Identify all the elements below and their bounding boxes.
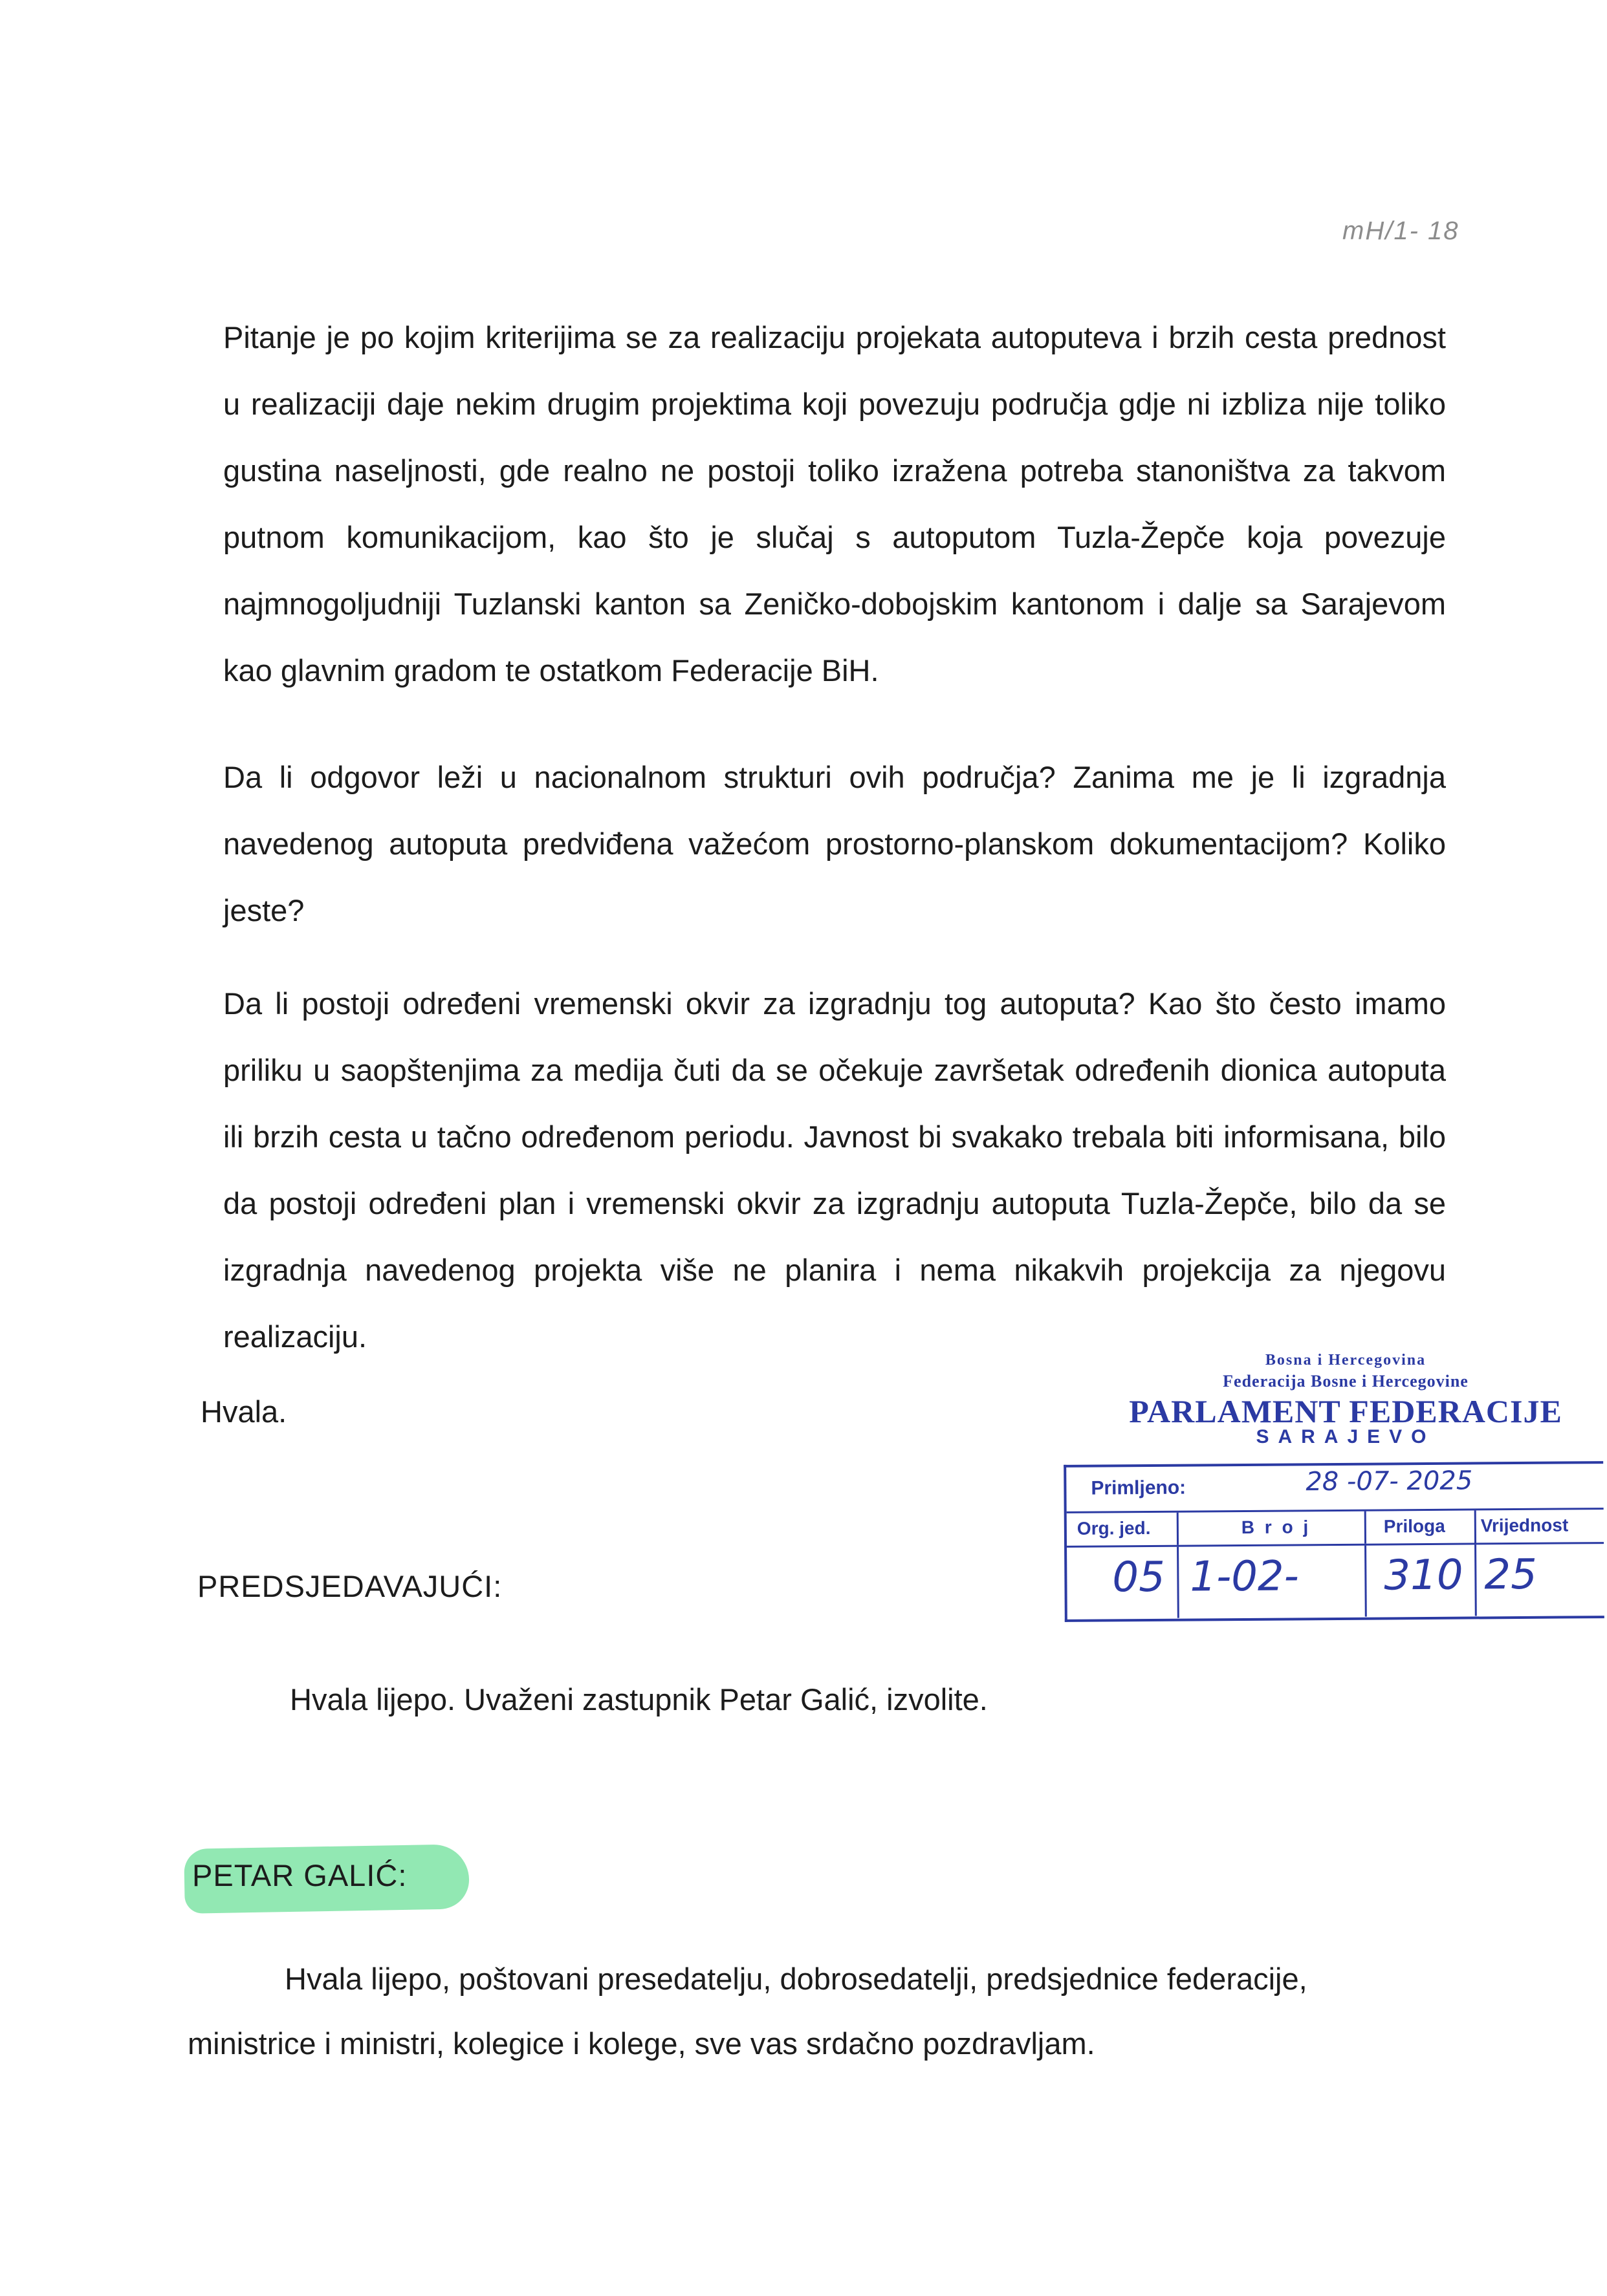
- chair-reply: Hvala lijepo. Uvaženi zastupnik Petar Galić, izvolite.: [290, 1682, 988, 1717]
- paragraph-question-timeframe: Da li postoji određeni vremenski okvir za izgradnju tog autoputa? Kao što često imamo priliku u saopštenjima za medija čuti da se očekuje završetak određenih dionica autoputa ili brzih cesta u tačno određenom periodu. Javnost bi svakako trebala biti informisana, bilo da postoji određeni plan i vremenski okvir za izgradnju autoputa Tuzla-Žepče, bilo da se izgradnja navedenog projekta više ne planira i nema nikakvih projekcija za njegovu realizaciju.: [223, 986, 1446, 1354]
- page-reference: mH/1- 18: [1342, 217, 1459, 245]
- stamp-col-priloga: Priloga: [1383, 1515, 1445, 1537]
- stamp-col-org: Org. jed.: [1077, 1517, 1151, 1539]
- greeting-line-1: Hvala lijepo, poštovani presedatelju, dobrosedatelji, predsjednice federacije,: [285, 1962, 1307, 1996]
- stamp-header-row: [1067, 1510, 1604, 1548]
- stamp-col-broj: B r o j: [1241, 1517, 1311, 1537]
- stamp-line-country: Bosna i Hercegovina: [1265, 1352, 1427, 1369]
- stamp-broj-value: 1-02-: [1190, 1552, 1299, 1601]
- paragraph-galic-greeting: [188, 1947, 1414, 2076]
- parliament-stamp-header: [1100, 1352, 1591, 1448]
- stamp-line-parliament: PARLAMENT FEDERACIJE: [1129, 1393, 1562, 1429]
- closing-thanks: Hvala.: [201, 1394, 287, 1429]
- stamp-received-label: Primljeno:: [1091, 1477, 1186, 1499]
- stamp-received-date: 28 -07- 2025: [1306, 1466, 1473, 1497]
- paragraph-question-criteria: Pitanje je po kojim kriterijima se za realizaciju projekata autoputeva i brzih cesta prednost u realizaciji daje nekim drugim projektima koji povezuju područja gdje ni izbliza nije toliko gustina naseljnosti, gde realno ne postoji toliko izražena potreba stanoništva za takvom putnom komunikacijom, kao što je slučaj s autoputom Tuzla-Žepče koja povezuje najmnogoljudniji Tuzlanski kanton sa Zeničko-dobojskim kantonom i dalje sa Sarajevom kao glavnim gradom te ostatkom Federacije BiH.: [223, 320, 1446, 688]
- stamp-values-row: [1067, 1544, 1604, 1619]
- speaker-chair-label: PREDSJEDAVAJUĆI:: [197, 1569, 503, 1603]
- greeting-line-2: ministrice i ministri, kolegice i kolege, sve vas srdačno pozdravljam.: [188, 2026, 1095, 2061]
- paragraph-question-national-structure: Da li odgovor leži u nacionalnom strukturi ovih područja? Zanima me je li izgradnja navedenog autoputa predviđena važećom prostorno-planskom dokumentacijom? Koliko jeste?: [223, 760, 1446, 927]
- speaker-petar-galic-label: PETAR GALIĆ:: [192, 1858, 408, 1892]
- stamp-org-value: 05: [1112, 1553, 1166, 1602]
- stamp-line-city: SARAJEVO: [1256, 1426, 1436, 1447]
- stamp-priloga-value: 310: [1384, 1551, 1463, 1600]
- stamp-vrijednost-value: 25: [1484, 1550, 1538, 1599]
- registry-stamp: [1064, 1461, 1604, 1622]
- stamp-received-row: [1066, 1464, 1603, 1513]
- stamp-line-federation: Federacija Bosne i Hercegovine: [1223, 1372, 1469, 1391]
- stamp-col-vrijednost: Vrijednost: [1480, 1515, 1569, 1536]
